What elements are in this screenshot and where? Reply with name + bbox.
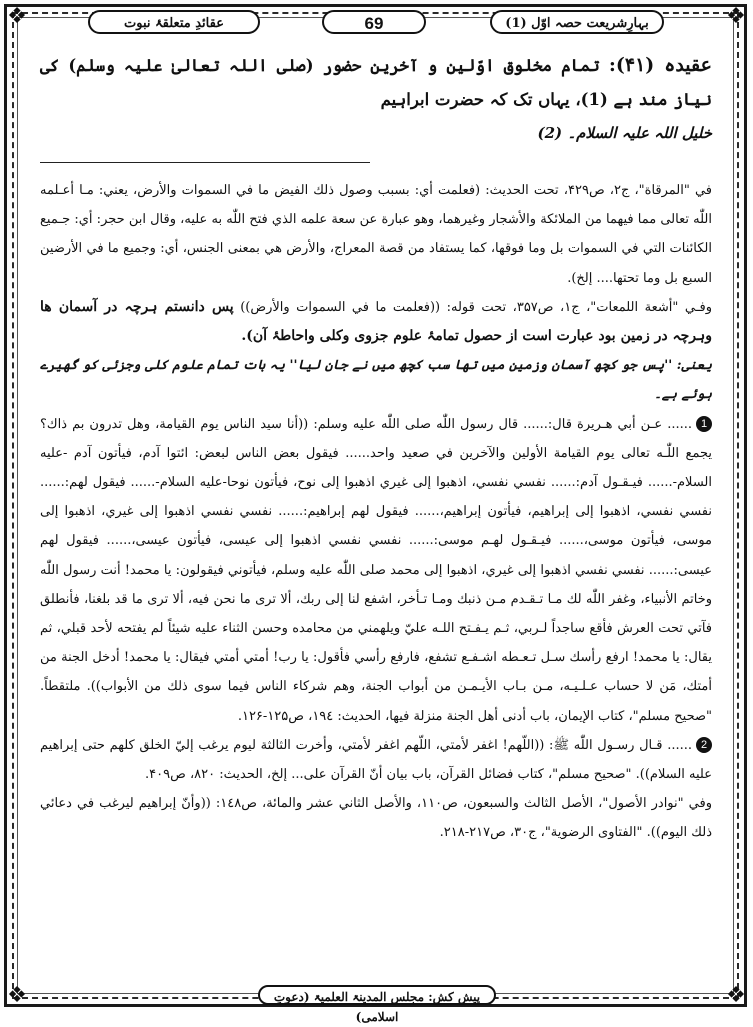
page-number: 69 — [322, 10, 426, 34]
ashiat-arabic: وفـي "أشعة اللمعات"، ج۱، ص۳۵۷، تحت قوله: ((فعلمت ما في السموات والأرض)) — [240, 299, 712, 315]
creed-label: عقیدہ (۴۱): — [608, 54, 712, 76]
hadith-2-text: ...... قـال رسـول اللّٰه ﷺ: ((اللّهم! اغفر لأمتي، اللّهم اغفر لأمتي، وأخرت الثالثة ليوم يرغب إليّ الخلق كلهم حتى إبراهيم عليه السلام)). "صحيح مسلم"، كتاب فضائل القرآن، باب بيان أنّ القرآن على... إلخ، الحديث: ۸۲۰، ص۴۰۹. — [40, 737, 712, 783]
paragraph-mirqat: في "المرقاة"، ج۲، ص۴۲۹، تحت الحديث: (فعلمت أي: بسبب وصول ذلك الفيض ما في السموات والأرض، يعني: مـا أعـلمه اللّٰه تعالى مما فيهما من الملائكة والأشجار وغيرهما، وهو عبارة عن سعة علمه الذي فتح اللّٰه به عليه، وقال ابن حجر: أي: جـميع الكائنات التي في السموات بل وما فوقها، كما يستفاد من قصة المعراج، والأرض هي بمعنى الجنس، أي: وجميع ما في الأرضين السبع بل وما تحتها.... إلخ). — [40, 183, 713, 286]
creed-text: تمام مخلوق اوّلین و آخرین حضور (صلی اللہ تعالیٰ علیہ وسلم) کی نیاز مند ہے (1)، یہاں تک کہ حضرت ابراہیم — [40, 56, 712, 109]
hadith-2-continued: وفي "نوادر الأصول"، الأصل الثالث والسبعون، ص۱۱۰، والأصل الثاني عشر والمائة، ص۱٤۸: ((وأنّ إبراهيم ليرغب في دعائي ذلك اليوم)). "الفتاوى الرضوية"، ج۳۰، ص۲۱۷-۲۱۸. — [40, 796, 712, 841]
creed-heading-block — [40, 48, 712, 149]
footnote-marker-1: 1 — [696, 416, 712, 432]
paragraph-ashiat — [40, 293, 712, 351]
book-title: بہارِشریعت حصہ اوّل (1) — [490, 10, 664, 34]
hadith-2 — [40, 731, 712, 789]
page-header — [0, 8, 753, 36]
hadith-1 — [40, 410, 712, 731]
creed-heading — [40, 48, 712, 117]
corner-ornament-tl: ❖ — [7, 4, 27, 29]
footnote-marker-2: 2 — [696, 737, 712, 753]
persian-text: پس دانستم ہرچہ در آسمان ھا وہرچہ در زمین بود عبارت است از حصول تمامۂ علوم جزوی وکلی واحاطۂ آن). — [40, 298, 712, 345]
corner-ornament-bl: ❖ — [7, 983, 27, 1008]
footnote-separator — [40, 162, 370, 163]
corner-ornament-br: ❖ — [726, 983, 746, 1008]
page-footer — [0, 983, 753, 1024]
chapter-title: عقائدِ متعلقۂ نبوت — [88, 10, 260, 34]
hadith-1-text: ...... عـن أبي هـريرة قال:...... قال رسول اللّٰه صلى اللّٰه عليه وسلم: ((أنا سيد الناس يوم القيامة، وهل تدرون بم ذاك؟ يجمع اللّٰـه تعالى يوم القيامة الأولين والآخرين في صعيد واحد...... فيقول بعض الناس لبعض: ائتوا آدم، فيأتون آدم -عليه السلام-...... فيـقـول آدم:...... نفسي نفسي، اذهبوا إلى غيري اذهبوا إلى نوح، فيأتون نوحا-عليه السلام-...... فيقول لهم:...... نفسي نفسي، اذهبوا إلى إبراهيم، فيأتون إبراهيم،...... فيقول لهم إبراهيم:...... نفسي نفسي اذهبوا إلى غيري، اذهبوا إلى موسى، فيأتون موسى،...... فيـقـول لهـم موسى:...... نفسي نفسي اذهبوا إلى عيسى، فيأتون عيسى،...... فيقول لهم عيسى:...... نفسي نفسي اذهبوا إلى غيري، اذهبوا إلى محمد صلى اللّٰه عليه وسلم، فيأتوني فيقولون: يا محمد! أنت رسول اللّٰه وخاتم الأنبياء، وغفر اللّٰه لك مـا تـقـدم مـن ذنبك ومـا تـأخر، اشفع لنا إلى ربك، ألا ترى ما نحن فيه، ألا ترى ما قد بلغنا، فأنطلق فآتي تحت العرش فأقع ساجداً لـربي، ثـم يـفـتح اللـه عليّ ويلهمني من محامده وحسن الثناء عليه شيئاً لم يفتحه لأحد قبلي، ثم يقال: يا محمد! ارفع رأسك سـل تـعـطه اشـفـع تشفع، فارفع رأسي فأقول: يا رب! أمتي أمتي فيقال: يا محمد! أدخل الجنة من أمتك، مَن لا حساب عـلـيـه، مـن بـاب الأيـمـن من أبواب الجنة، وهم شركاء الناس فيما سوى ذلك من الأبواب)). ملتقطاً. "صحيح مسلم"، كتاب الإيمان، باب أدنى أهل الجنة منزلة فيها، الحديث: ۱۹٤، ص۱۲۵-۱۲۶. — [40, 416, 712, 724]
publisher-credit: پیش کش: مجلس المدینۃ العلمیۃ (دعوتِ اسلامی) — [258, 985, 496, 1005]
corner-ornament-tr: ❖ — [726, 4, 746, 29]
footnotes-body — [40, 176, 712, 848]
creed-text-line2: خلیل اللہ علیہ السلام۔ (2) — [537, 124, 712, 142]
urdu-translation-note: یعنی: ''پس جو کچھ آسمان وزمین میں تھا سب کچھ میں نے جان لیا'' یہ بات تمام علوم کلی وجزئی کو گھیرے ہوئے ہے۔ — [40, 358, 712, 403]
